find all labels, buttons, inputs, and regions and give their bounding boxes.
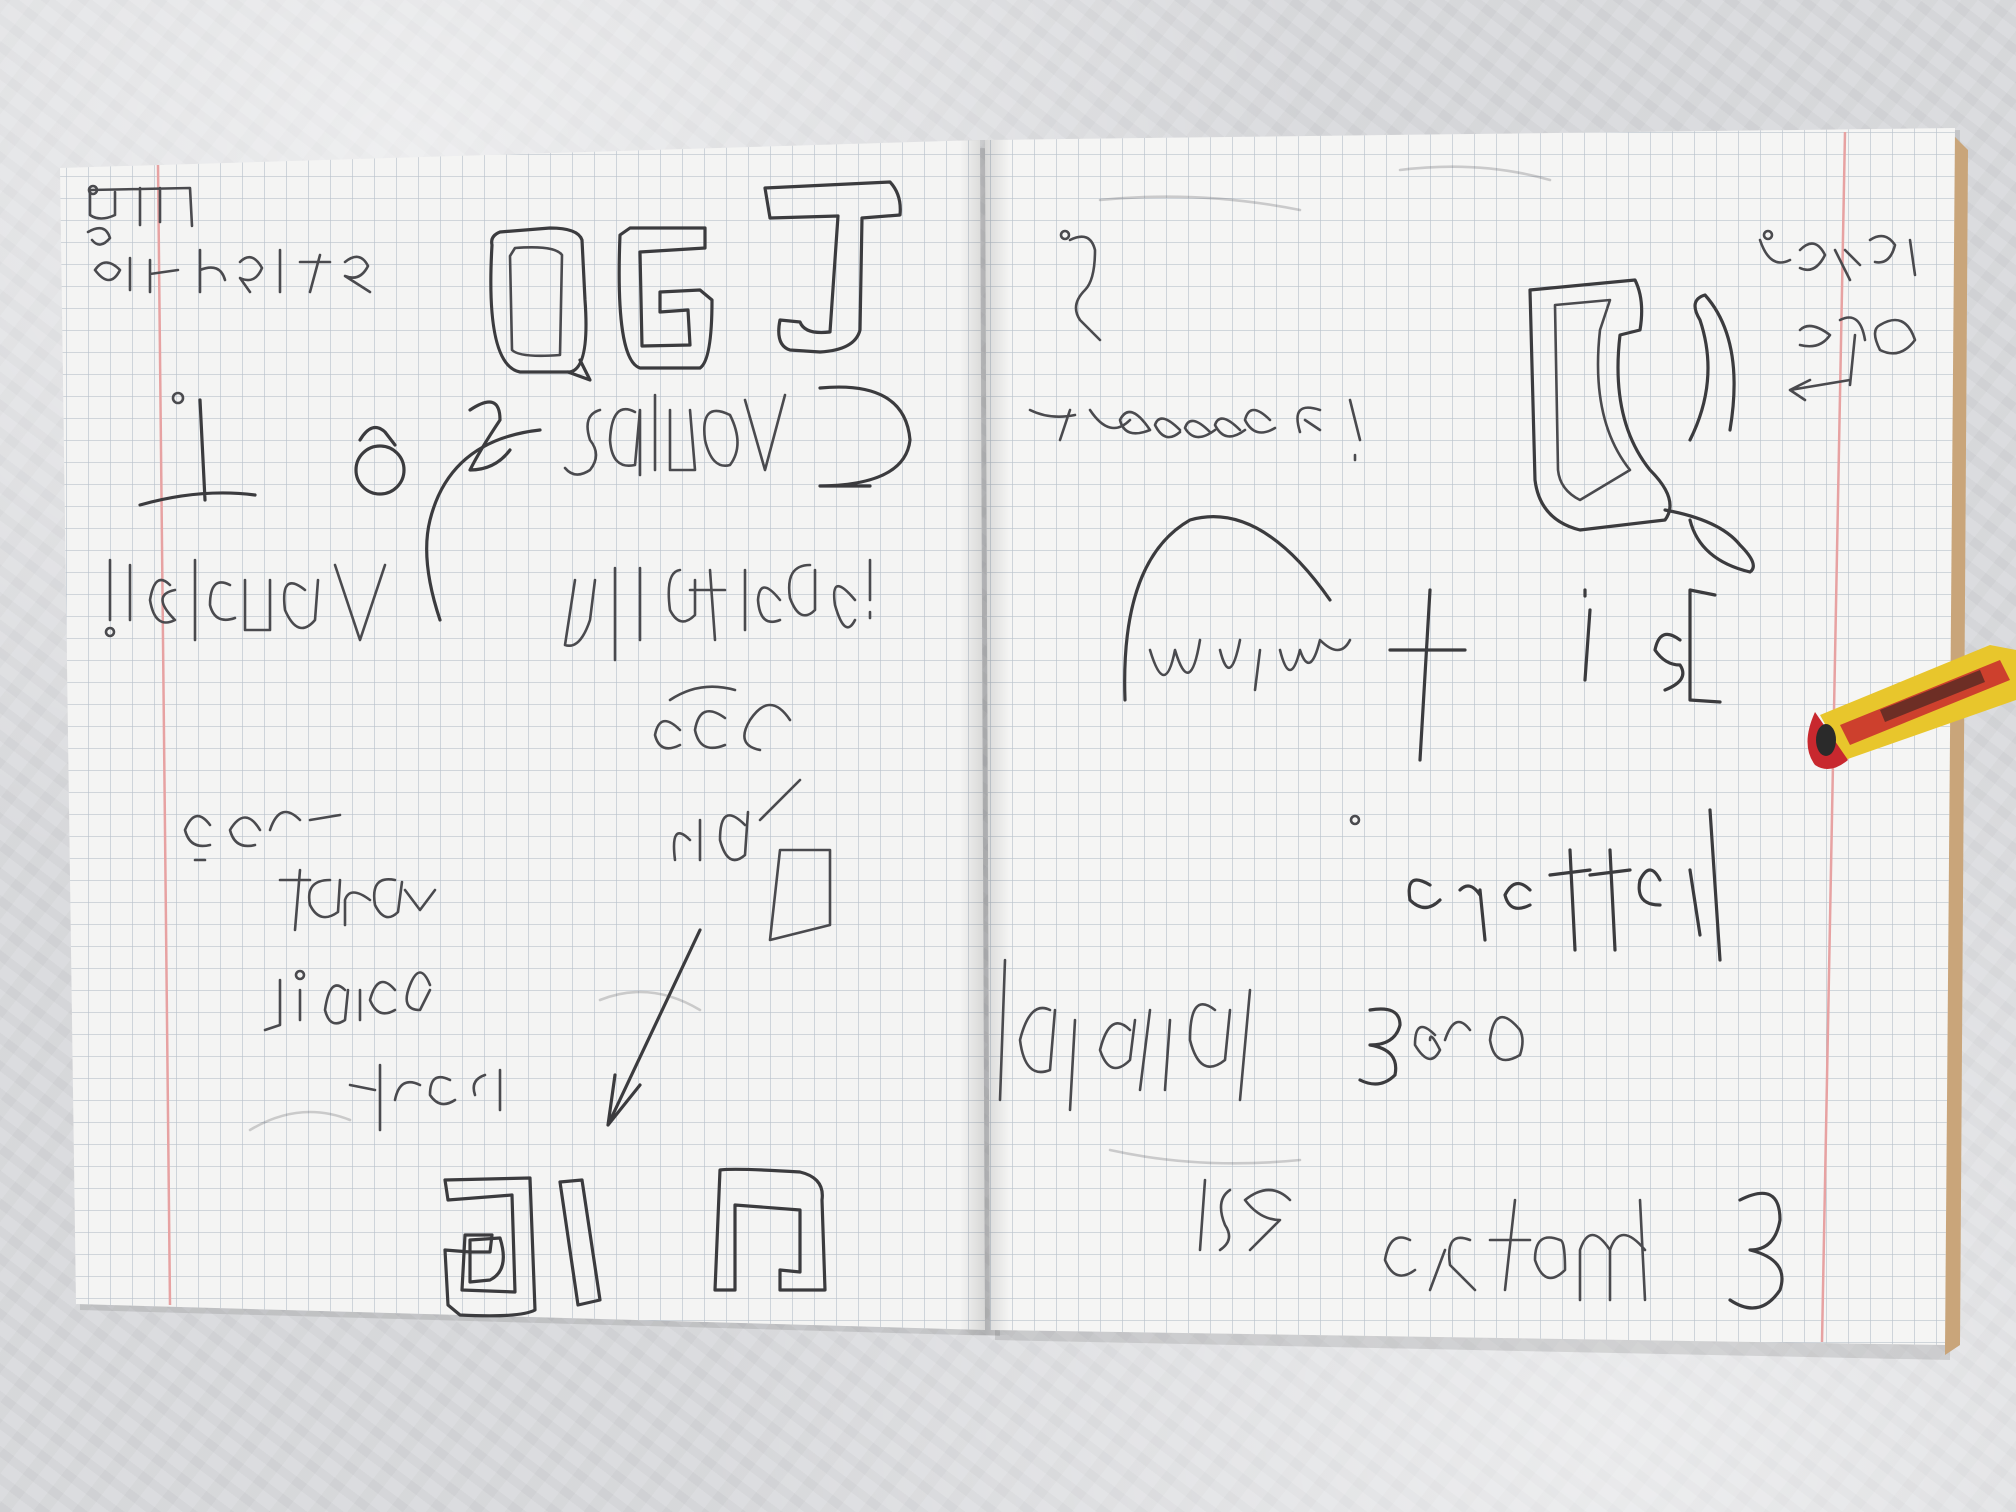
left-page — [60, 140, 985, 1330]
center-fold — [960, 140, 1010, 1335]
